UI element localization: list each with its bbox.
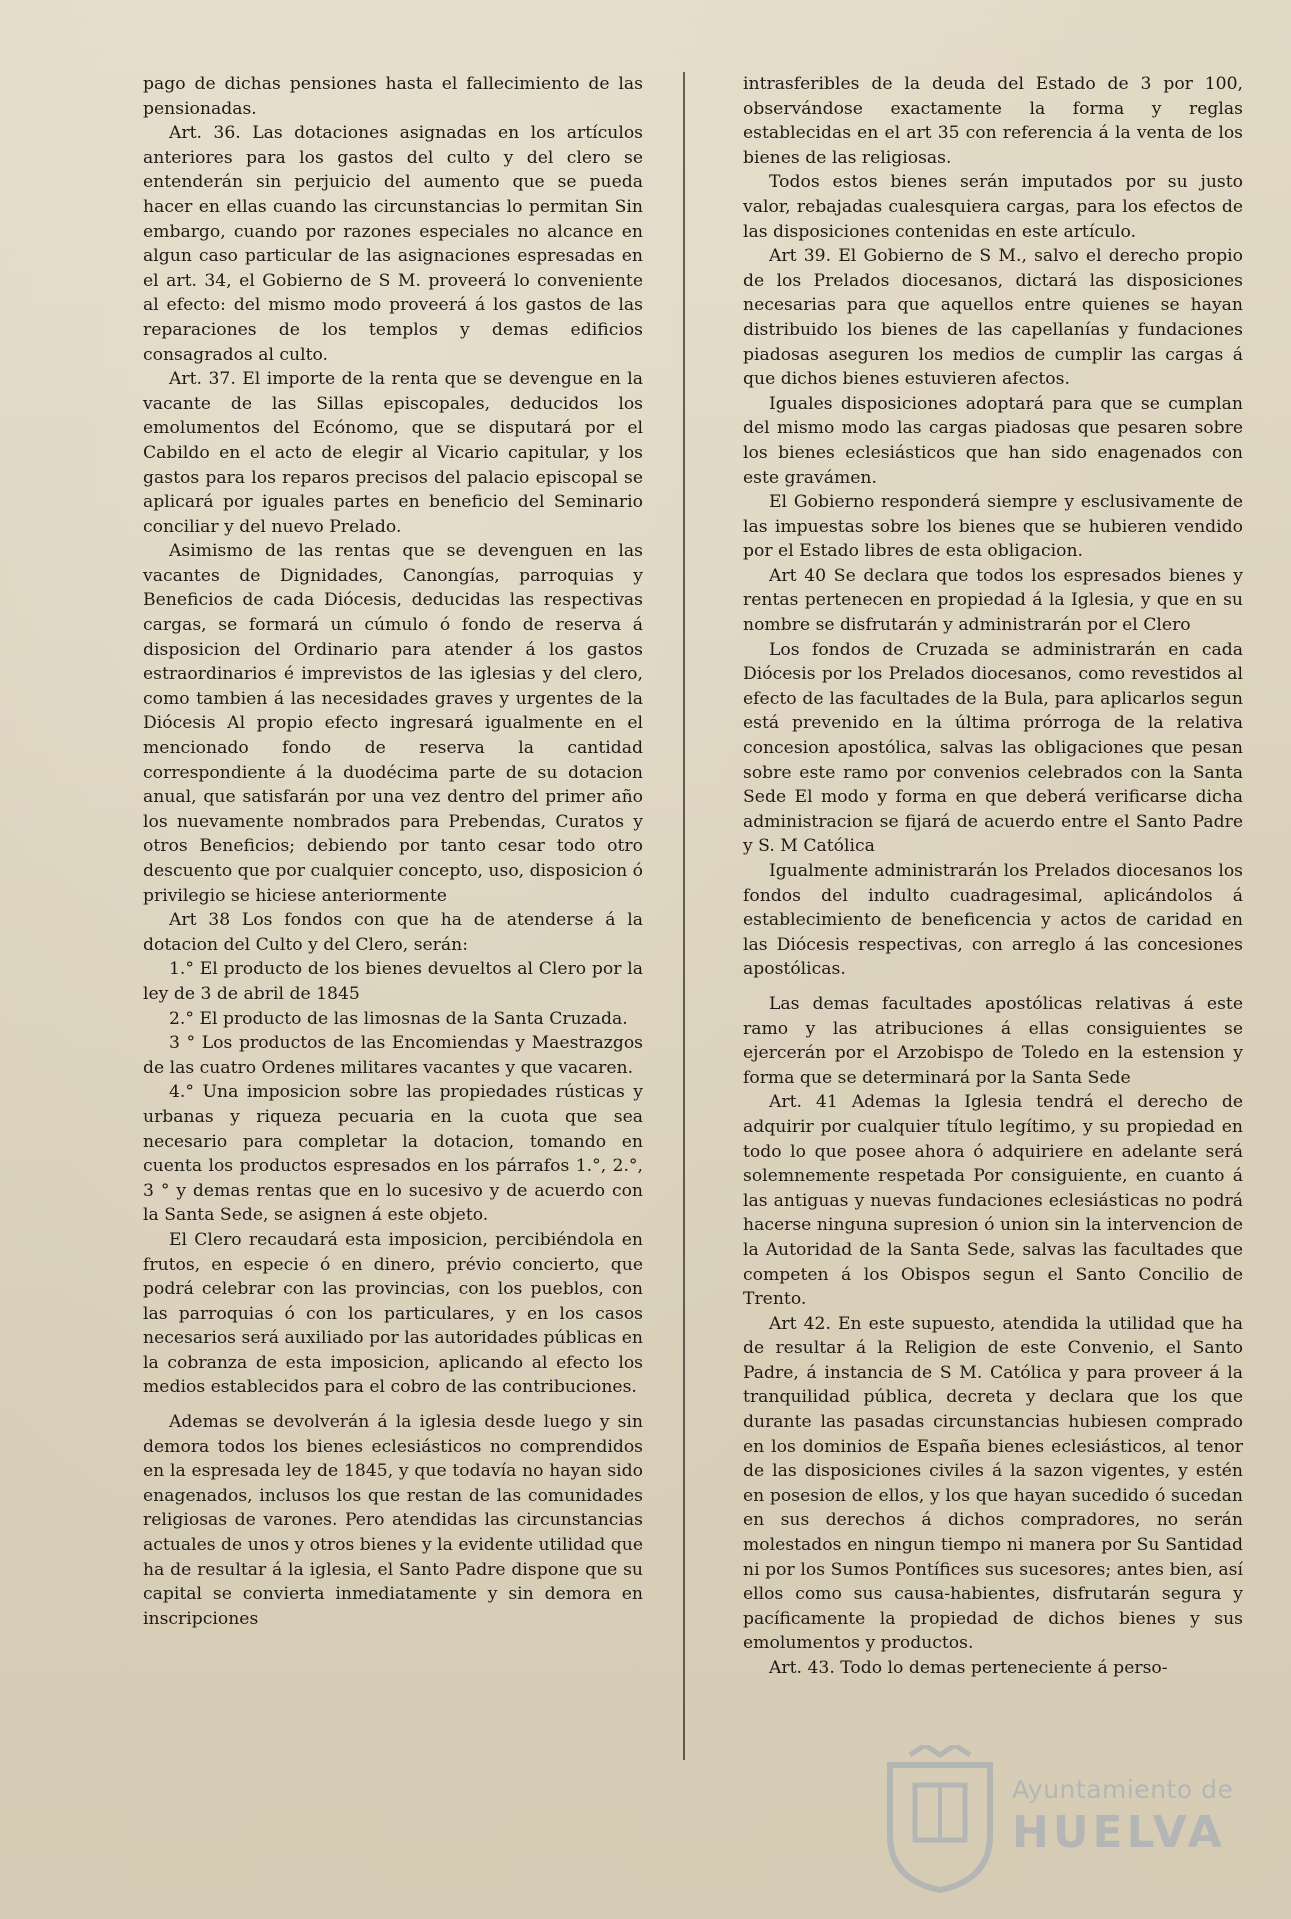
paragraph-art-41: Art. 41 Ademas la Iglesia tendrá el derecho de adquirir por cualquier título legítimo, y su propiedad en todo lo que posee ahora ó adquiriere en adelante será solemnemente respetada Por consiguiente, en cuanto á las antiguas y nuevas fundaciones eclesiásticas no podrá hacerse ninguna supresion ó union sin la intervencion de la Autoridad de la Santa Sede, salvas las facultades que competen á los Obispos segun el Santo Concilio de Trento. — [743, 1092, 1243, 1310]
coat-of-arms-icon — [880, 1745, 1000, 1895]
paragraph-art-43: Art. 43. Todo lo demas perteneciente á perso- — [769, 1658, 1168, 1678]
watermark — [880, 1745, 1240, 1895]
paragraph: El Clero recaudará esta imposicion, percibiéndola en frutos, en especie ó en dinero, prévio concierto, que podrá celebrar con las provincias, con los pueblos, con las parroquias ó con los particulares, y en los casos necesarios será auxiliado por las autoridades públicas en la cobranza de esta imposicion, aplicando al efecto los medios establecidos para el cobro de las contribuciones. — [143, 1229, 643, 1398]
paragraph-art-39: Art 39. El Gobierno de S M., salvo el derecho propio de los Prelados diocesanos, dictará las disposiciones necesarias para que aquellos entre quienes se hayan distribuido los bienes de las capellanías y fundaciones piadosas aseguren los medios de cumplir las cargas á que dichos bienes estuvieren afectos. — [743, 246, 1243, 390]
list-item-1: 1.° El producto de los bienes devueltos al Clero por la ley de 3 de abril de 1845 — [143, 959, 643, 1004]
list-item-4: 4.° Una imposicion sobre las propiedades rústicas y urbanas y riqueza pecuaria en la cuota que sea necesario para completar la dotacion, tomando en cuenta los productos espresados en los párrafos 1.°, 2.°, 3 ° y demas rentas que en lo sucesivo y de acuerdo con la Santa Sede, se asignen á este objeto. — [143, 1082, 643, 1226]
paragraph-art-36: Art. 36. Las dotaciones asignadas en los artículos anteriores para los gastos del culto y del clero se entenderán sin perjuicio del aumento que se pueda hacer en ellas cuando las circunstancias lo permitan Sin embargo, cuando por razones especiales no alcance en algun caso particular de las asignaciones espresadas en el art. 34, el Gobierno de S M. proveerá lo conveniente al efecto: del mismo modo proveerá á los gastos de las reparaciones de los templos y demas edificios consagrados al culto. — [143, 123, 643, 365]
paragraph: Ademas se devolverán á la iglesia desde luego y sin demora todos los bienes eclesiásticos no comprendidos en la espresada ley de 1845, y que todavía no hayan sido enagenados, inclusos los que restan de las comunidades religiosas de varones. Pero atendidas las circunstancias actuales de unos y otros bienes y la evidente utilidad que ha de resultar á la iglesia, el Santo Padre dispone que su capital se convierta inmediatamente y sin demora en inscripciones — [143, 1412, 643, 1629]
paragraph-art-37: Art. 37. El importe de la renta que se devengue en la vacante de las Sillas episcopales, deducidos los emolumentos del Ecónomo, que se disputará por el Cabildo en el acto de elegir al Vicario capitular, y los gastos para los reparos precisos del palacio episcopal se aplicará por iguales partes en beneficio del Seminario conciliar y del nuevo Prelado. — [143, 369, 643, 537]
paragraph: Asimismo de las rentas que se devenguen en las vacantes de Dignidades, Canongías, parroquias y Beneficios de cada Diócesis, deducidas las respectivas cargas, se formará un cúmulo ó fondo de reserva á disposicion del Ordinario para atender á los gastos estraordinarios é imprevistos de las iglesias y del clero, como tambien á las necesidades graves y urgentes de la Diócesis Al propio efecto ingresará igualmente en el mencionado fondo de reserva la cantidad correspondiente á la duodécima parte de su dotacion anual, que satisfarán por una vez dentro del primer año los nuevamente nombrados para Prebendas, Curatos y otros Beneficios; debiendo por tanto cesar todo otro descuento que por cualquier concepto, uso, disposicion ó privilegio se hiciese anteriormente — [143, 541, 643, 906]
paragraph-art-38: Art 38 Los fondos con que ha de atenderse á la dotacion del Culto y del Clero, serán: — [143, 910, 643, 955]
watermark-line1: Ayuntamiento de — [1012, 1775, 1234, 1804]
right-column — [743, 72, 1243, 1681]
paragraph: Igualmente administrarán los Prelados diocesanos los fondos del indulto cuadragesimal, aplicándolos á establecimiento de beneficencia y actos de caridad en las Diócesis respectivas, con arreglo á las concesiones apostólicas. — [743, 861, 1243, 980]
paragraph: El Gobierno responderá siempre y esclusivamente de las impuestas sobre los bienes que se hubieren vendido por el Estado libres de esta obligacion. — [743, 492, 1243, 562]
watermark-line2: HUELVA — [1012, 1807, 1226, 1858]
paragraph-art-42: Art 42. En este supuesto, atendida la utilidad que ha de resultar á la Religion de este Convenio, el Santo Padre, á instancia de S M. Católica y para proveer á la tranquilidad pública, decreta y declara que los que durante las pasadas circunstancias hubiesen comprado en los dominios de España bienes eclesiásticos, al tenor de las disposiciones civiles á la sazon vigentes, y estén en posesion de ellos, y los que hayan sucedido ó sucedan en sus derechos á dichos compradores, no serán molestados en ningun tiempo ni manera por Su Santidad ni por los Sumos Pontífices sus sucesores; antes bien, así ellos como sus causa-habientes, disfrutarán segura y pacíficamente la propiedad de dichos bienes y sus emolumentos y productos. — [743, 1313, 1243, 1654]
list-item-2: 2.° El producto de las limosnas de la Santa Cruzada. — [169, 1008, 628, 1029]
paragraph: intrasferibles de la deuda del Estado de 3 por 100, observándose exactamente la forma y reglas establecidas en el art 35 con referencia á la venta de los bienes de las religiosas. — [743, 74, 1243, 168]
paragraph: Los fondos de Cruzada se administrarán en cada Diócesis por los Prelados diocesanos, como revestidos al efecto de las facultades de la Bula, para aplicarlos segun está prevenido en la última prórroga de la relativa concesion apostólica, salvas las obligaciones que pesan sobre este ramo por convenios celebrados con la Santa Sede El modo y forma en que deberá verificarse dicha administracion se fijará de acuerdo entre el Santo Padre y S. M Católica — [743, 639, 1243, 857]
column-divider — [683, 72, 685, 1760]
paragraph: Las demas facultades apostólicas relativas á este ramo y las atribuciones á ellas consiguientes se ejercerán por el Arzobispo de Toledo en la estension y forma que se determinará por la Santa Sede — [743, 993, 1243, 1088]
left-column — [143, 72, 643, 1631]
paragraph: Iguales disposiciones adoptará para que se cumplan del mismo modo las cargas piadosas que pesaren sobre los bienes eclesiásticos que han sido enagenados con este gravámen. — [743, 393, 1243, 488]
paragraph: Todos estos bienes serán imputados por su justo valor, rebajadas cualesquiera cargas, para los efectos de las disposiciones contenidas en este artículo. — [743, 172, 1243, 242]
paragraph-art-40: Art 40 Se declara que todos los espresados bienes y rentas pertenecen en propiedad á la Iglesia, y que en su nombre se disfrutarán y administrarán por el Clero — [743, 565, 1243, 636]
paragraph: pago de dichas pensiones hasta el fallecimiento de las pensionadas. — [143, 74, 643, 119]
list-item-3: 3 ° Los productos de las Encomiendas y Maestrazgos de las cuatro Ordenes militares vacantes y que vacaren. — [143, 1033, 643, 1078]
